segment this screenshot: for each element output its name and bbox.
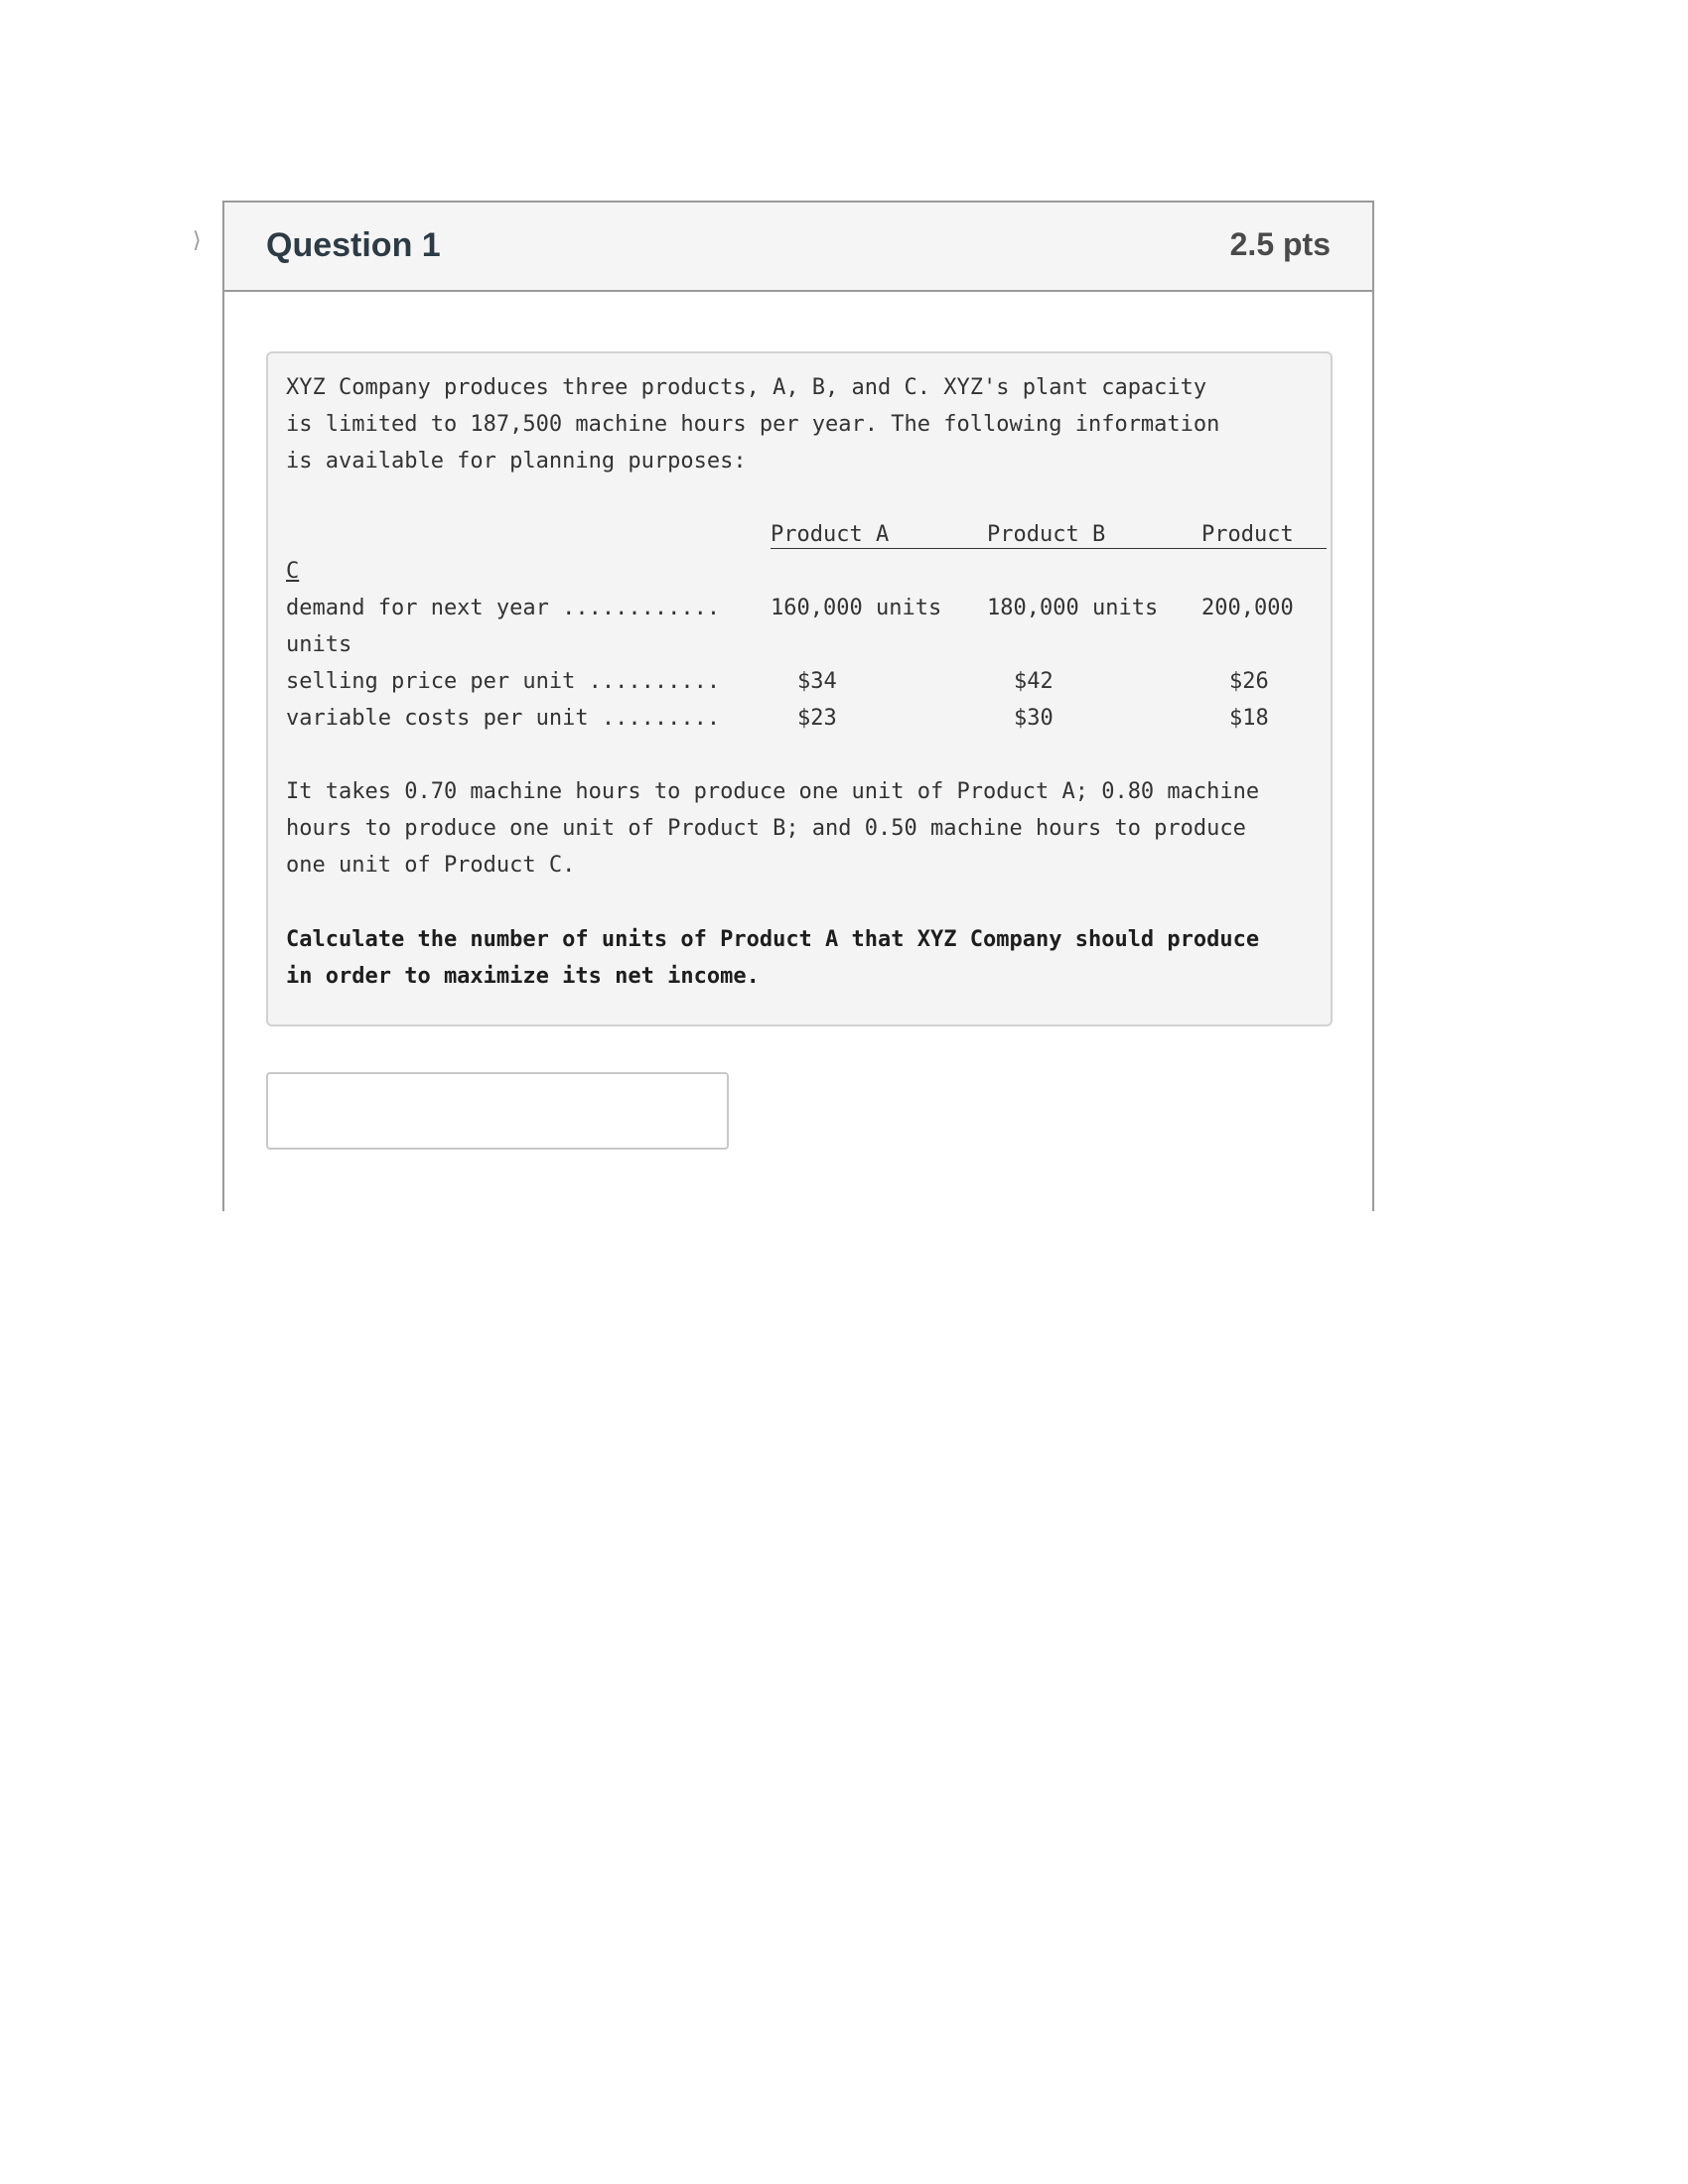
intro-line: XYZ Company produces three products, A, B, and C. XYZ's plant capacity (286, 375, 1207, 400)
answer-input[interactable] (266, 1072, 729, 1150)
detail-line: one unit of Product C. (286, 853, 576, 878)
row-label-demand: demand for next year ............ (286, 596, 721, 620)
row-label-selling-price: selling price per unit .......... (286, 669, 721, 694)
column-header-wrap: C (286, 559, 300, 584)
cell-cost-b: $30 (1014, 706, 1054, 731)
chevron-right-icon[interactable]: ⟩ (193, 228, 202, 253)
cell-cost-a: $23 (797, 706, 837, 731)
intro-line: is limited to 187,500 machine hours per year. The following information (286, 412, 1220, 437)
cell-cost-c: $18 (1229, 706, 1269, 731)
question-title: Question 1 (266, 226, 441, 264)
cell-demand-c: 200,000 (1201, 596, 1294, 620)
question-prompt-line: in order to maximize its net income. (286, 964, 760, 989)
row-label-variable-costs: variable costs per unit ......... (286, 706, 721, 731)
cell-price-b: $42 (1014, 669, 1054, 694)
row-label-wrap: units (286, 632, 352, 657)
cell-price-a: $34 (797, 669, 837, 694)
cell-price-c: $26 (1229, 669, 1269, 694)
column-header-product-a: Product A (771, 522, 890, 547)
detail-line: hours to produce one unit of Product B; and 0.50 machine hours to produce (286, 816, 1246, 841)
question-prompt-line: Calculate the number of units of Product A that XYZ Company should produce (286, 927, 1260, 952)
cell-demand-a: 160,000 units (771, 596, 942, 620)
question-card (222, 201, 1374, 1211)
intro-line: is available for planning purposes: (286, 449, 747, 474)
column-header-underline (771, 548, 1327, 549)
column-header-product-c: Product (1201, 522, 1294, 547)
column-header-product-b: Product B (987, 522, 1106, 547)
problem-text-box (266, 351, 1333, 1026)
question-header (224, 203, 1372, 292)
detail-line: It takes 0.70 machine hours to produce one unit of Product A; 0.80 machine (286, 779, 1260, 804)
question-points: 2.5 pts (1229, 226, 1331, 262)
cell-demand-b: 180,000 units (987, 596, 1159, 620)
